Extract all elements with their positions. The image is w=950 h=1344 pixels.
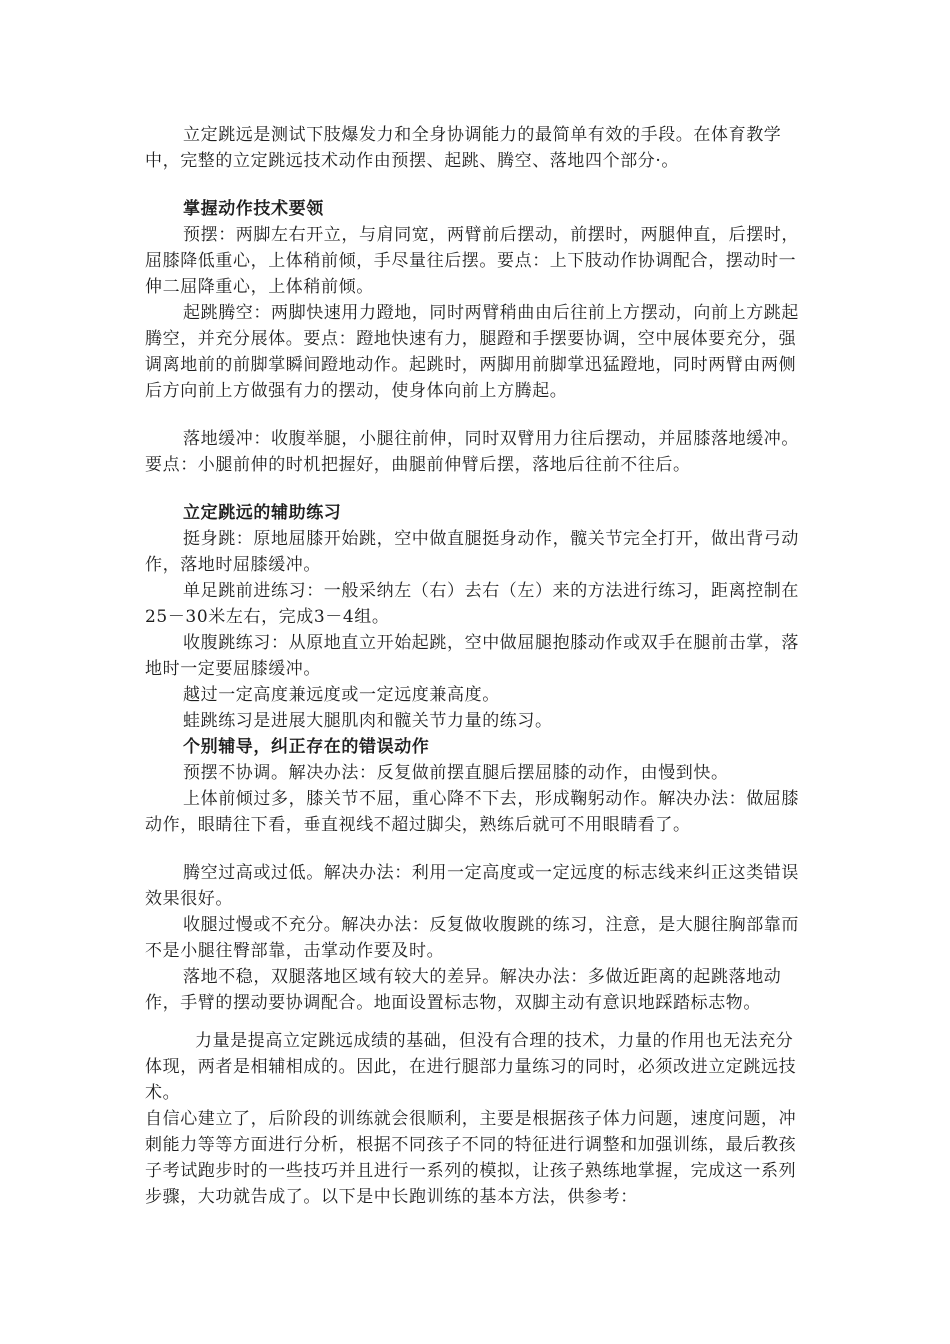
paragraph-preswing-error: 预摆不协调。解决办法：反复做前摆直腿后摆屈膝的动作，由慢到快。	[183, 763, 729, 783]
section-heading-technique: 掌握动作技术要领	[183, 199, 324, 219]
document-body	[145, 122, 800, 1210]
paragraph-tuck-error: 收腿过慢或不充分。解决办法：反复做收腹跳的练习，注意，是大腿往胸部靠而不是小腿往臀部靠，击掌动作要及时。	[145, 915, 799, 961]
paragraph-tuck-jump: 收腹跳练习：从原地直立开始起跳，空中做屈腿抱膝动作或双手在腿前击掌，落地时一定要屈膝缓冲。	[145, 633, 799, 679]
paragraph-lean-error: 上体前倾过多，膝关节不屈，重心降不下去，形成鞠躬动作。解决办法：做屈膝动作，眼睛往下看，垂直视线不超过脚尖，熟练后就可不用眼睛看了。	[145, 789, 799, 835]
paragraph-preswing: 预摆：两脚左右开立，与肩同宽，两臂前后摆动，前摆时，两腿伸直，后摆时，屈膝降低重心，上体稍前倾，手尽量往后摆。要点：上下肢动作协调配合，摆动时一伸二屈降重心，上体稍前倾。	[145, 225, 799, 297]
paragraph-single-leg-hop: 单足跳前进练习：一般采纳左（右）去右（左）来的方法进行练习，距离控制在25－30米左右，完成3－4组。	[145, 581, 799, 627]
intro-paragraph: 立定跳远是测试下肢爆发力和全身协调能力的最简单有效的手段。在体育教学中，完整的立定跳远技术动作由预摆、起跳、腾空、落地四个部分·。	[145, 125, 782, 171]
paragraph-height-error: 腾空过高或过低。解决办法：利用一定高度或一定远度的标志线来纠正这类错误效果很好。	[145, 863, 799, 909]
paragraph-frog-jump: 蛙跳练习是进展大腿肌肉和髋关节力量的练习。	[183, 711, 553, 731]
paragraph-hurdle-jump: 越过一定高度兼远度或一定远度兼高度。	[183, 685, 500, 705]
section-heading-corrections: 个别辅导，纠正存在的错误动作	[183, 737, 430, 757]
paragraph-confidence: 自信心建立了，后阶段的训练就会很顺利，主要是根据孩子体力问题，速度问题，冲刺能力等等方面进行分析，根据不同孩子不同的特征进行调整和加强训练，最后教孩子考试跑步时的一些技巧并且进行一系列的模拟，让孩子熟练地掌握，完成这一系列步骤，大功就告成了。以下是中长跑训练的基本方法，供参考：	[145, 1109, 797, 1207]
paragraph-strength: 力量是提高立定跳远成绩的基础，但没有合理的技术，力量的作用也无法充分体现，两者是相辅相成的。因此，在进行腿部力量练习的同时，必须改进立定跳远技术。	[145, 1031, 797, 1103]
paragraph-arch-jump: 挺身跳：原地屈膝开始跳，空中做直腿挺身动作，髋关节完全打开，做出背弓动作，落地时屈膝缓冲。	[145, 529, 799, 575]
paragraph-takeoff: 起跳腾空：两脚快速用力蹬地，同时两臂稍曲由后往前上方摆动，向前上方跳起腾空，并充分展体。要点：蹬地快速有力，腿蹬和手摆要协调，空中展体要充分，强调离地前的前脚掌瞬间蹬地动作。起跳时，两脚用前脚掌迅猛蹬地，同时两臂由两侧后方向前上方做强有力的摆动，使身体向前上方腾起。	[145, 303, 799, 401]
section-heading-auxiliary: 立定跳远的辅助练习	[183, 503, 342, 523]
paragraph-landing: 落地缓冲：收腹举腿，小腿往前伸，同时双臂用力往后摆动，并屈膝落地缓冲。要点：小腿前伸的时机把握好，曲腿前伸臂后摆，落地后往前不往后。	[145, 429, 799, 475]
paragraph-landing-error: 落地不稳，双腿落地区域有较大的差异。解决办法：多做近距离的起跳落地动作，手臂的摆动要协调配合。地面设置标志物，双脚主动有意识地踩踏标志物。	[145, 967, 782, 1013]
